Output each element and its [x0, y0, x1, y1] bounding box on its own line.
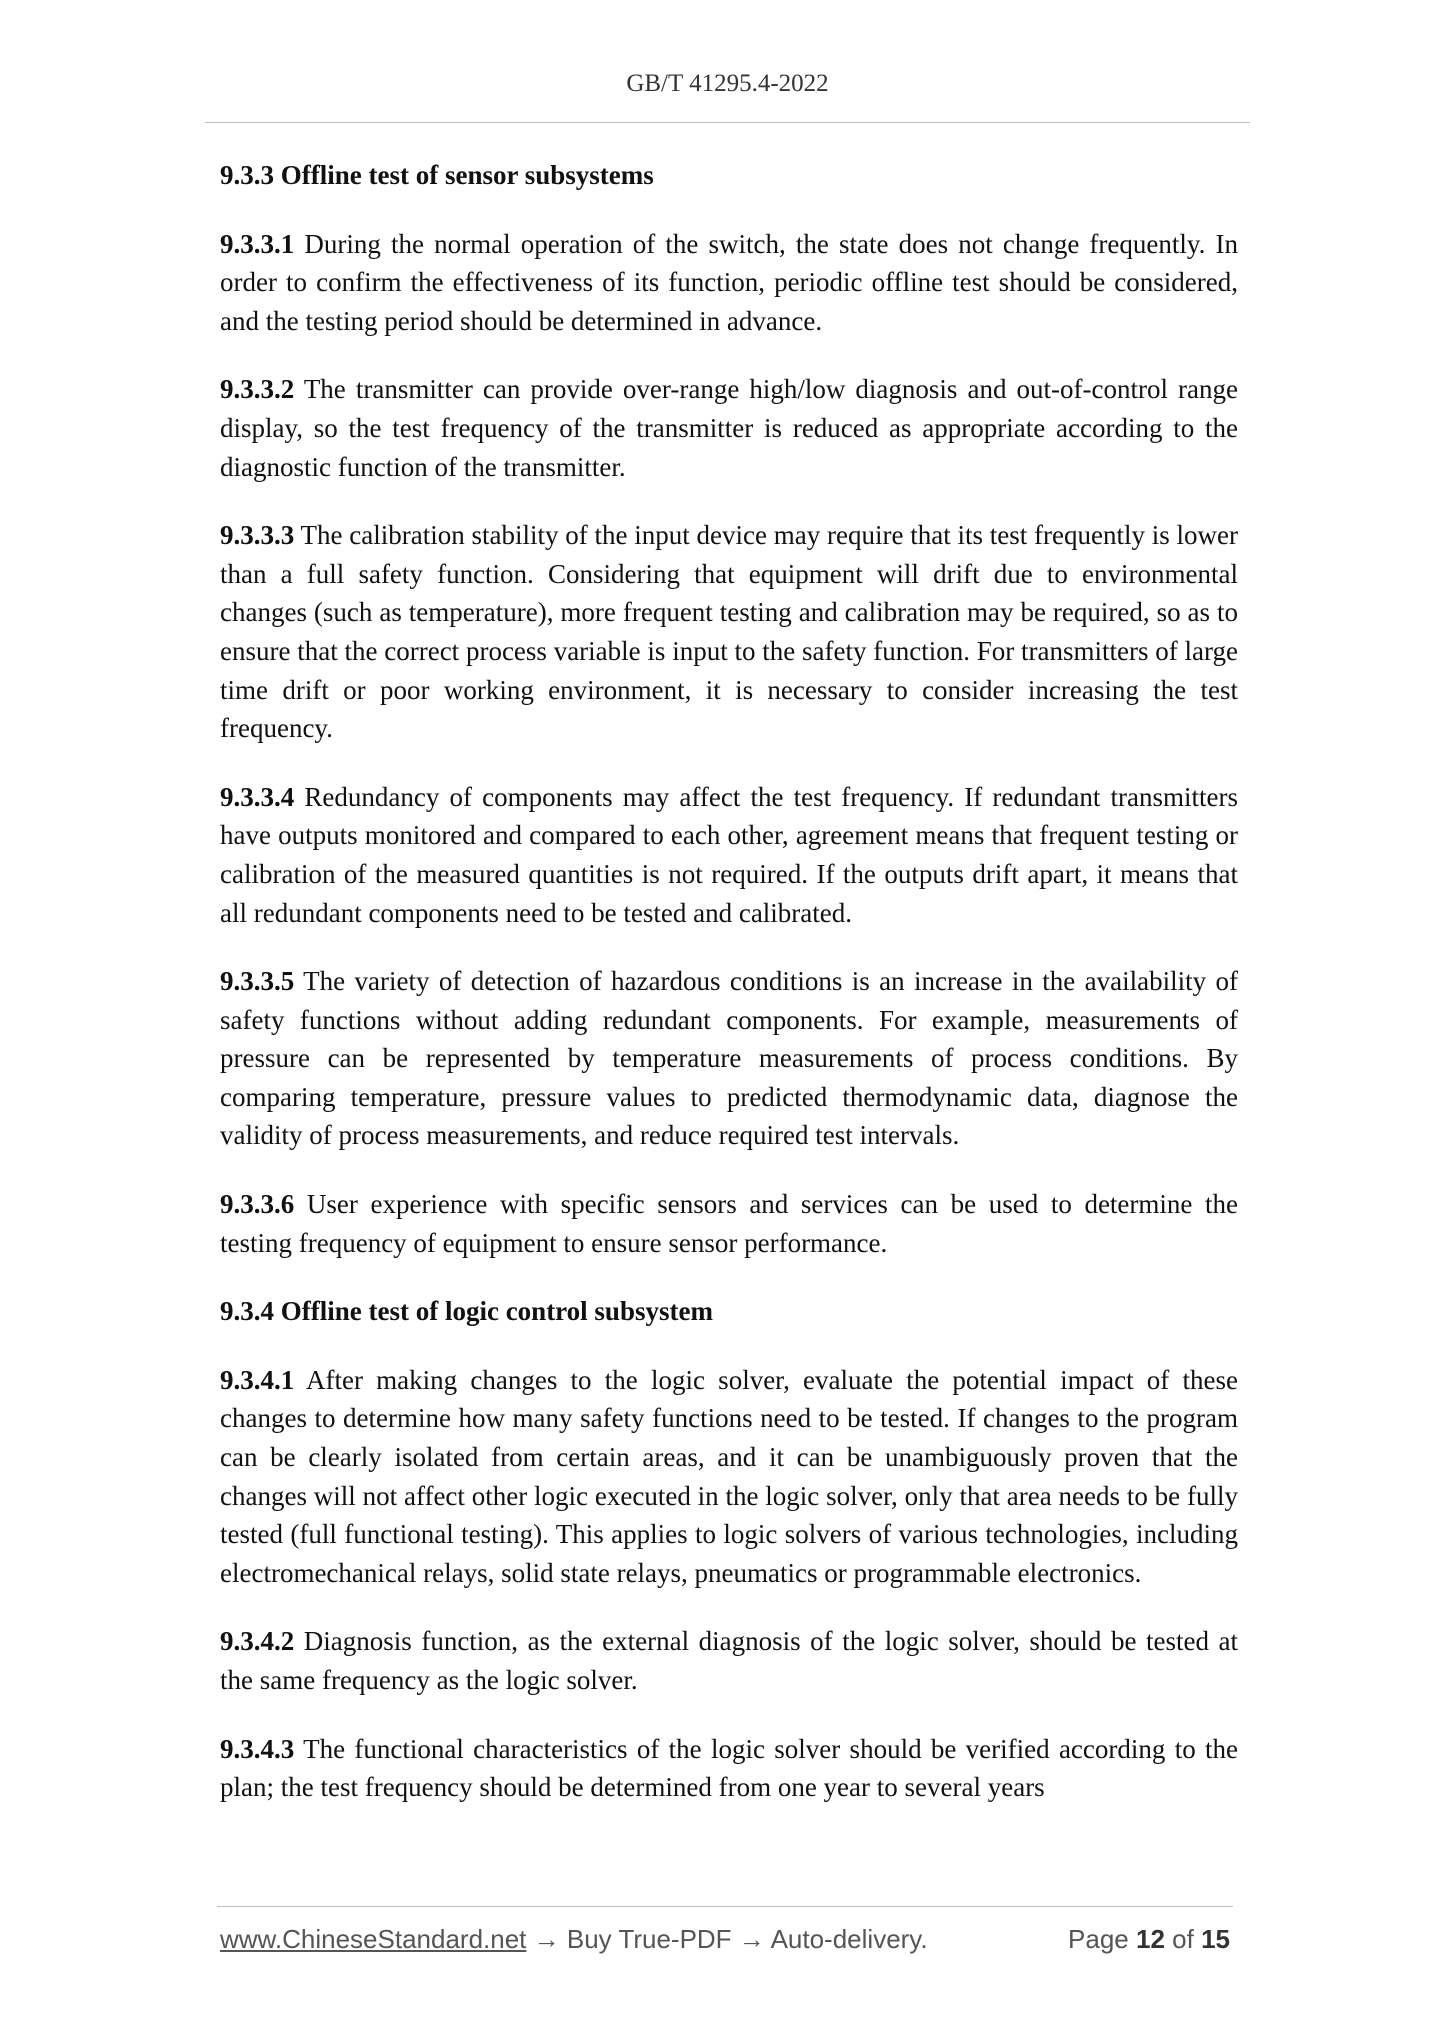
- clause-text: The variety of detection of hazardous conditions is an increase in the availability of safety functions without adding redundant components. For example, measurements of pressure can be represented by temperature measurements of process conditions. By comparing temperature, pressure values to predicted thermodynamic data, diagnose the validity of process measurements, and reduce required test intervals.: [220, 966, 1238, 1151]
- clause-number: 9.3.3.6: [220, 1189, 295, 1220]
- clause-paragraph: [220, 962, 1238, 1155]
- clause-text: After making changes to the logic solver, evaluate the potential impact of these changes to determine how many safety functions need to be tested. If changes to the program can be clearly isolated from certain areas, and it can be unambiguously proven that the changes will not affect other logic executed in the logic solver, only that area needs to be fully tested (full functional testing). This applies to logic solvers of various technologies, including electromechanical relays, solid state relays, pneumatics or programmable electronics.: [220, 1364, 1238, 1588]
- clause-paragraph: [220, 1622, 1238, 1699]
- page-of: of: [1172, 1924, 1194, 1954]
- standard-code: GB/T 41295.4-2022: [626, 70, 829, 97]
- clause-number: 9.3.3.5: [220, 966, 295, 997]
- website-link[interactable]: www.ChineseStandard.net: [220, 1924, 527, 1954]
- clause-number: 9.3.3.3: [220, 520, 295, 551]
- document-body: [220, 156, 1238, 1837]
- document-header: [205, 70, 1250, 98]
- clause-text: User experience with specific sensors and services can be used to determine the testing frequency of equipment to ensure sensor performance.: [220, 1189, 1238, 1258]
- clause-paragraph: [220, 225, 1238, 341]
- clause-text: Diagnosis function, as the external diagnosis of the logic solver, should be tested at the same frequency as the logic solver.: [220, 1626, 1238, 1695]
- clause-text: The calibration stability of the input device may require that its test frequently is lower than a full safety function. Considering that equipment will drift due to environmental changes (such as temperature), more frequent testing and calibration may be required, so as to ensure that the correct process variable is input to the safety function. For transmitters of large time drift or poor working environment, it is necessary to consider increasing the test frequency.: [220, 520, 1238, 744]
- clause-number: 9.3.4.2: [220, 1626, 295, 1657]
- clause-number: 9.3.3.4: [220, 781, 295, 812]
- clause-paragraph: [220, 1361, 1238, 1593]
- clause-paragraph: [220, 1730, 1238, 1807]
- promo-text: → Buy True-PDF → Auto-delivery.: [526, 1924, 928, 1954]
- clause-paragraph: [220, 370, 1238, 486]
- section-heading: 9.3.3 Offline test of sensor subsystems: [220, 160, 654, 190]
- header-divider: [205, 122, 1250, 123]
- clause-paragraph: [220, 516, 1238, 748]
- page-indicator: [1068, 1924, 1230, 1955]
- page-label: Page: [1068, 1924, 1129, 1954]
- clause-text: The transmitter can provide over-range high/low diagnosis and out-of-control range display, so the test frequency of the transmitter is reduced as appropriate according to the diagnostic function of the transmitter.: [220, 374, 1238, 482]
- page-total: 15: [1201, 1924, 1230, 1954]
- clause-text: Redundancy of components may affect the test frequency. If redundant transmitters have outputs monitored and compared to each other, agreement means that frequent testing or calibration of the measured quantities is not required. If the outputs drift apart, it means that all redundant components need to be tested and calibrated.: [220, 781, 1238, 928]
- clause-number: 9.3.3.2: [220, 374, 295, 405]
- document-footer: [220, 1924, 1230, 1955]
- section-heading: 9.3.4 Offline test of logic control subsystem: [220, 1296, 713, 1327]
- clause-number: 9.3.3.1: [220, 228, 295, 259]
- clause-text: During the normal operation of the switch, the state does not change frequently. In order to confirm the effectiveness of its function, periodic offline test should be considered, and the testing period should be determined in advance.: [220, 228, 1238, 336]
- clause-paragraph: [220, 778, 1238, 932]
- page-current: 12: [1136, 1924, 1165, 1954]
- clause-number: 9.3.4.3: [220, 1733, 295, 1764]
- clause-number: 9.3.4.1: [220, 1364, 295, 1395]
- footer-divider: [217, 1906, 1233, 1907]
- clause-text: The functional characteristics of the logic solver should be verified according to the plan; the test frequency should be determined from one year to several years: [220, 1733, 1238, 1803]
- clause-paragraph: [220, 1185, 1238, 1262]
